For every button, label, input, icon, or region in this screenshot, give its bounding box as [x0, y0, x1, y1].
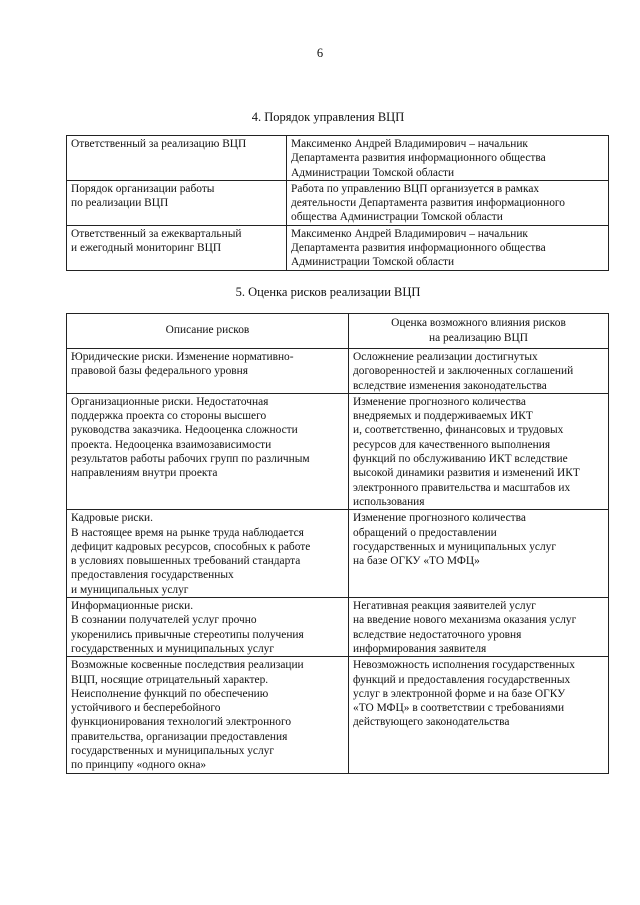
risk-table-row: [67, 598, 609, 657]
cell-text-line: высокой динамики развития и изменений ИКТ: [353, 467, 580, 480]
cell-text-line: Кадровые риски.: [71, 512, 153, 525]
management-label-cell: [67, 225, 287, 270]
cell-text-line: Изменение прогнозного количества: [353, 512, 526, 525]
cell-text-line: Юридические риски. Изменение нормативно-: [71, 351, 294, 363]
section-title-risks: 5. Оценка рисков реализации ВЦП: [235, 285, 421, 299]
cell-text-line: Департамента развития информационного общества: [291, 242, 546, 255]
risk-description-cell: [67, 393, 349, 509]
risk-description-cell: [67, 510, 349, 598]
management-table-row: [67, 136, 609, 181]
section-title-management: 4. Порядок управления ВЦП: [251, 110, 405, 124]
cell-text-line: укоренились привычные стереотипы получения: [71, 628, 304, 641]
management-table-row: [67, 225, 609, 270]
cell-text-line: электронного правительства и масштабов их: [353, 481, 571, 494]
cell-text-line: функционирования технологий электронного: [71, 716, 292, 729]
cell-text-line: функций по обслуживанию ИКТ вследствие: [353, 453, 568, 466]
risk-table-row: [67, 657, 609, 773]
cell-text-line: информирования заявителя: [353, 642, 487, 655]
cell-text-line: вследствие изменения законодательства: [353, 379, 547, 392]
cell-text-line: В сознании получателей услуг прочно: [71, 614, 257, 627]
cell-text-line: и ежегодный мониторинг ВЦП: [71, 242, 222, 255]
risk-impact-cell: [349, 393, 609, 509]
cell-text-line: государственных и муниципальных услуг: [71, 642, 275, 655]
cell-text-line: Оценка возможного влияния рисков: [391, 317, 566, 330]
cell-text-line: обращений о предоставлении: [353, 526, 497, 539]
risk-table-row: [67, 349, 609, 394]
risk-description-cell: [67, 657, 349, 773]
cell-text-line: Департамента развития информационного общества: [291, 152, 546, 165]
risk-impact-cell: [349, 349, 609, 394]
cell-text-line: правовой базы федерального уровня: [71, 365, 249, 378]
risk-table-row: [67, 393, 609, 509]
cell-text-line: устойчивого и бесперебойного: [71, 702, 221, 715]
risk-impact-cell: [349, 510, 609, 598]
cell-text-line: общества Администрации Томской области: [291, 211, 503, 224]
cell-text-line: услуг в электронной форме и на базе ОГКУ: [353, 687, 566, 700]
cell-text-line: Возможные косвенные последствия реализации: [71, 659, 304, 672]
cell-text-line: государственных и муниципальных услуг: [353, 540, 557, 553]
cell-text-line: функций и предоставления государственных: [353, 673, 571, 686]
cell-text-line: Неисполнение функций по обеспечению: [71, 687, 269, 700]
cell-text-line: проекта. Недооценка взаимозависимости: [71, 438, 272, 451]
cell-text-line: договоренностей и заключенных соглашений: [353, 365, 574, 378]
risk-header-description: [67, 314, 349, 349]
risk-table-header-row: [67, 314, 609, 349]
cell-text-line: поддержка проекта со стороны высшего: [71, 410, 267, 423]
cell-text-line: Невозможность исполнения государственных: [353, 659, 575, 672]
risk-table-row: [67, 510, 609, 598]
cell-text-line: внедряемых и поддерживаемых ИКТ: [353, 410, 533, 423]
cell-text-line: Администрации Томской области: [291, 166, 455, 179]
management-value-cell: [287, 225, 609, 270]
cell-text-line: Работа по управлению ВЦП организуется в рамках: [291, 182, 540, 195]
cell-text-line: Максименко Андрей Владимирович – начальник: [291, 138, 528, 150]
cell-text-line: вследствие недостаточного уровня: [353, 628, 522, 641]
cell-text-line: направлениям внутри проекта: [71, 467, 218, 480]
cell-text-line: Изменение прогнозного количества: [353, 395, 526, 408]
cell-text-line: на реализацию ВЦП: [429, 331, 528, 344]
cell-text-line: ВЦП, носящие отрицательный характер.: [71, 673, 269, 686]
cell-text-line: В настоящее время на рынке труда наблюдается: [71, 526, 304, 539]
cell-text-line: Описание рисков: [165, 324, 250, 337]
cell-text-line: «ТО МФЦ» в соответствии с требованиями: [353, 702, 565, 715]
cell-text-line: по принципу «одного окна»: [71, 759, 207, 772]
cell-text-line: Осложнение реализации достигнутых: [353, 351, 538, 363]
cell-text-line: Максименко Андрей Владимирович – начальник: [291, 227, 528, 240]
cell-text-line: Ответственный за реализацию ВЦП: [71, 138, 247, 150]
cell-text-line: деятельности Департамента развития информационного: [291, 197, 565, 210]
management-label-cell: [67, 136, 287, 181]
cell-text-line: действующего законодательства: [353, 716, 510, 729]
cell-text-line: Организационные риски. Недостаточная: [71, 395, 269, 408]
management-value-cell: [287, 180, 609, 225]
cell-text-line: Порядок организации работы: [71, 182, 215, 195]
risk-impact-cell: [349, 657, 609, 773]
risk-impact-cell: [349, 598, 609, 657]
management-table-row: [67, 180, 609, 225]
cell-text-line: на базе ОГКУ «ТО МФЦ»: [353, 555, 480, 568]
risk-description-cell: [67, 598, 349, 657]
management-label-cell: [67, 180, 287, 225]
cell-text-line: Администрации Томской области: [291, 256, 455, 269]
cell-text-line: и, соответственно, финансовых и трудовых: [353, 424, 564, 437]
cell-text-line: по реализации ВЦП: [71, 197, 169, 210]
cell-text-line: на введение нового механизма оказания услуг: [353, 614, 577, 627]
cell-text-line: руководства заказчика. Недооценка сложности: [71, 424, 298, 437]
cell-text-line: результатов работы рабочих групп по различным: [71, 453, 310, 466]
cell-text-line: Ответственный за ежеквартальный: [71, 227, 242, 240]
cell-text-line: и муниципальных услуг: [71, 583, 189, 596]
cell-text-line: в условиях повышенных требований стандарта: [71, 555, 301, 568]
risk-description-cell: [67, 349, 349, 394]
page-number: 6: [316, 46, 324, 60]
risk-header-impact: [349, 314, 609, 349]
cell-text-line: правительства, организации предоставления: [71, 730, 288, 743]
cell-text-line: Негативная реакция заявителей услуг: [353, 600, 536, 613]
cell-text-line: использования: [353, 495, 425, 508]
cell-text-line: дефицит кадровых ресурсов, способных к работе: [71, 540, 311, 553]
risk-table: [66, 313, 609, 774]
cell-text-line: предоставления государственных: [71, 569, 234, 582]
management-value-cell: [287, 136, 609, 181]
management-table: [66, 135, 609, 271]
cell-text-line: ресурсов для качественного выполнения: [353, 438, 551, 451]
cell-text-line: Информационные риски.: [71, 600, 194, 613]
cell-text-line: государственных и муниципальных услуг: [71, 745, 275, 758]
